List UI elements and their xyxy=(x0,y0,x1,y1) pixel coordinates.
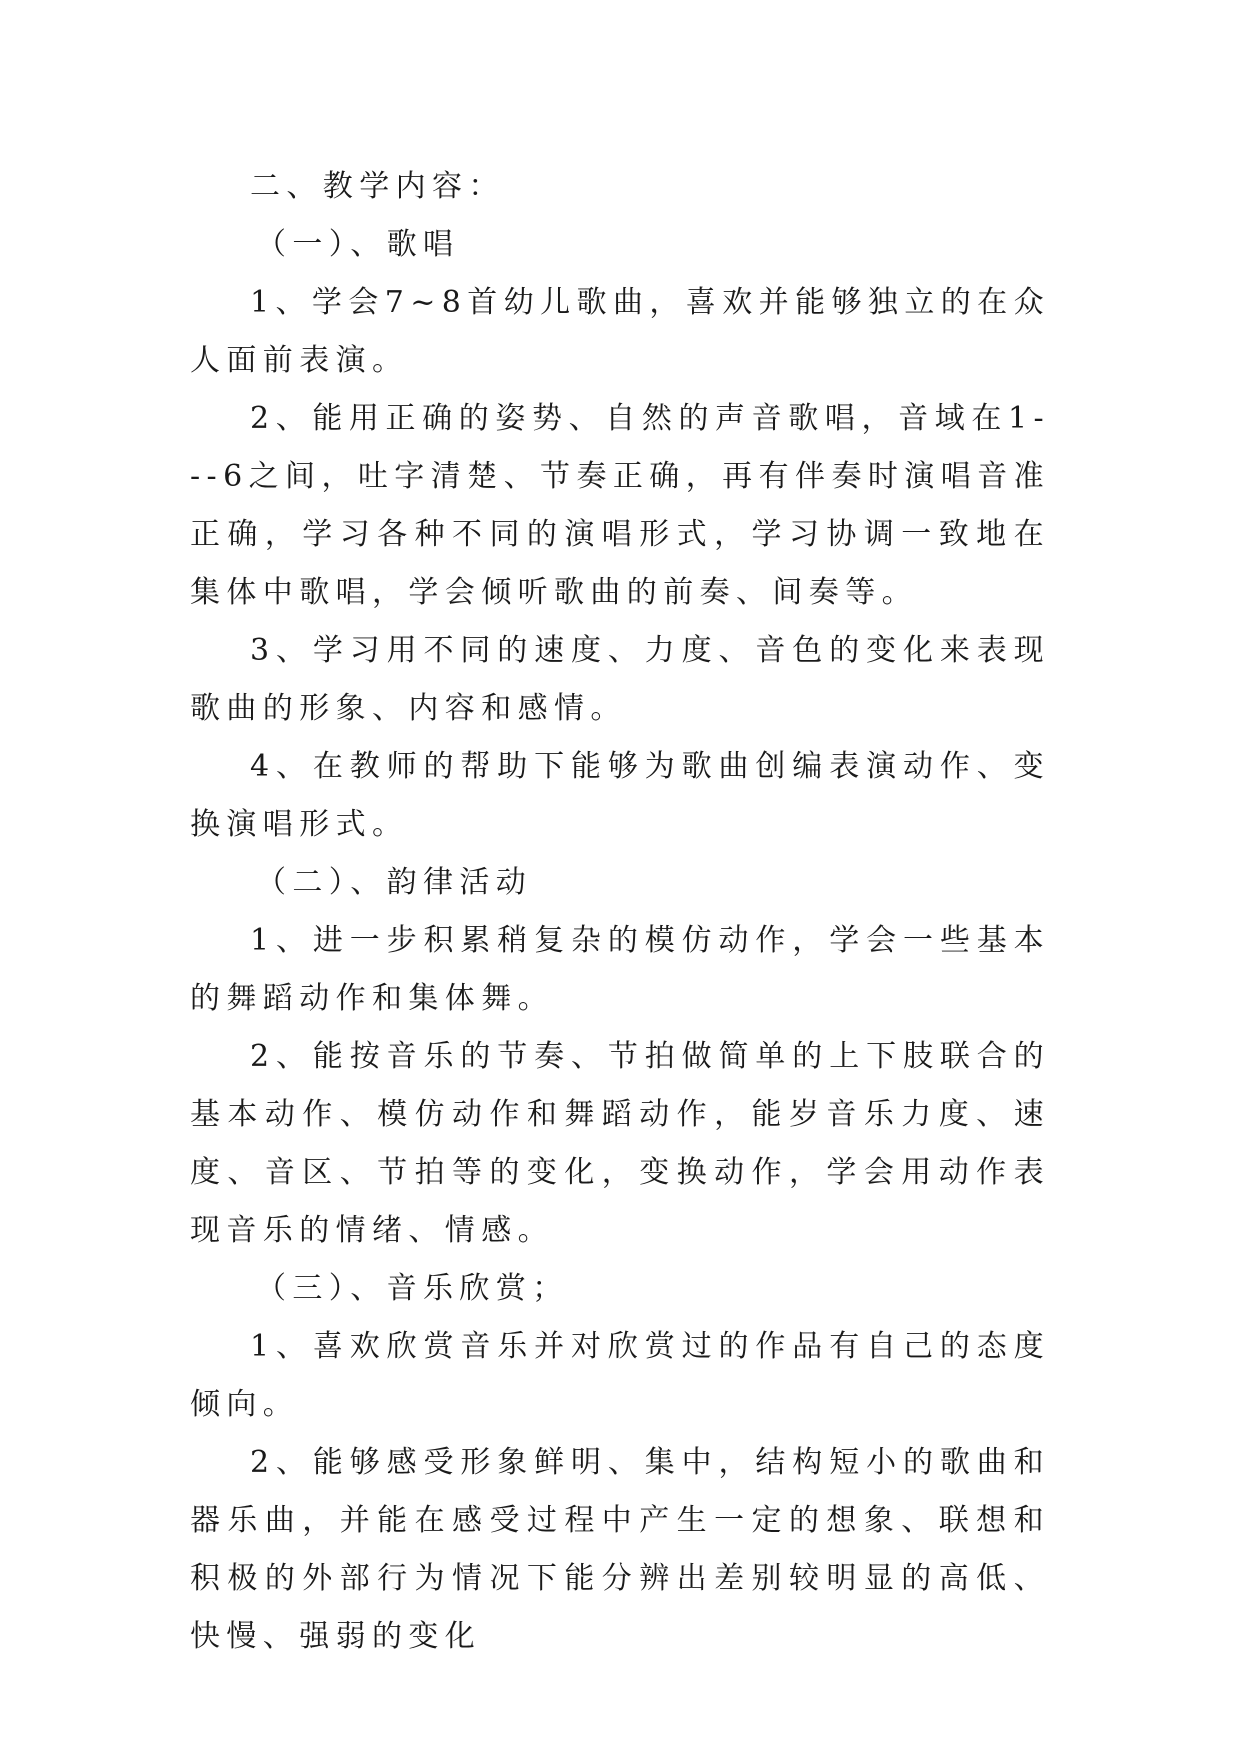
paragraph: 2、能够感受形象鲜明、集中，结构短小的歌曲和器乐曲，并能在感受过程中产生一定的想象、联想和积极的外部行为情况下能分辨出差别较明显的高低、快慢、强弱的变化 xyxy=(190,1445,1050,1654)
paragraph: 4、在教师的帮助下能够为歌曲创编表演动作、变换演唱形式。 xyxy=(190,749,1050,842)
paragraph: 1、进一步积累稍复杂的模仿动作，学会一些基本的舞蹈动作和集体舞。 xyxy=(190,923,1050,1016)
paragraph: 1、学会7~8首幼儿歌曲，喜欢并能够独立的在众人面前表演。 xyxy=(190,285,1050,378)
subsection-title-singing: （一）、歌唱 xyxy=(256,227,460,262)
subsection-title-appreciation: （三）、音乐欣赏； xyxy=(256,1271,569,1306)
paragraph: 3、学习用不同的速度、力度、音色的变化来表现歌曲的形象、内容和感情。 xyxy=(190,633,1050,726)
paragraph: 1、喜欢欣赏音乐并对欣赏过的作品有自己的态度倾向。 xyxy=(190,1329,1050,1422)
paragraph: 2、能用正确的姿势、自然的声音歌唱，音域在1---6之间，吐字清楚、节奏正确，再有伴奏时演唱音准正确，学习各种不同的演唱形式，学习协调一致地在集体中歌唱，学会倾听歌曲的前奏、间奏等。 xyxy=(190,401,1050,610)
document-body xyxy=(190,158,1050,1666)
paragraph: 2、能按音乐的节奏、节拍做简单的上下肢联合的基本动作、模仿动作和舞蹈动作，能岁音乐力度、速度、音区、节拍等的变化，变换动作，学会用动作表现音乐的情绪、情感。 xyxy=(190,1039,1050,1248)
subsection-title-rhythm: （二）、韵律活动 xyxy=(256,865,533,900)
section-title: 二、教学内容： xyxy=(250,169,505,204)
